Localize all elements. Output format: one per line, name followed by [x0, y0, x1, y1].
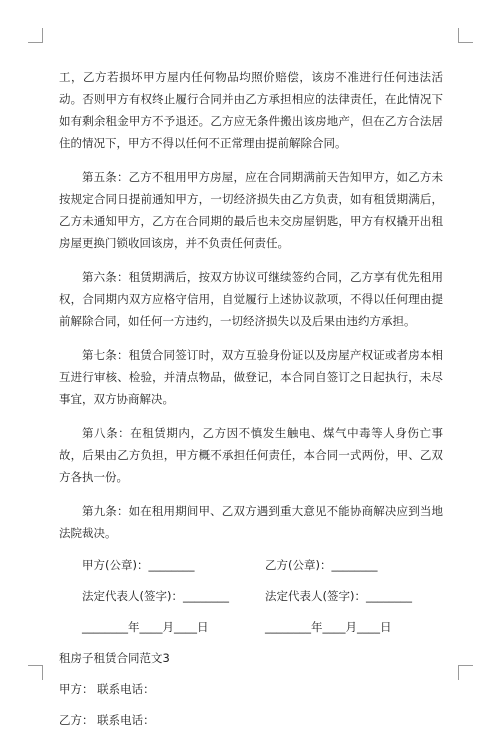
- paragraph-article-9: 第九条：如在租用期间甲、乙双方遇到重大意见不能协商解决应到当地法院裁决。: [59, 504, 443, 540]
- party-a-seal: 甲方(公章)：________: [82, 558, 195, 572]
- party-b-date: ________年____月____日: [265, 620, 392, 634]
- signature-row-date: [59, 616, 443, 638]
- paragraph-article-5: 第五条：乙方不租用甲方房屋，应在合同期满前天告知甲方，如乙方未按规定合同日提前通知甲方，一切经济损失由乙方负责，如有租赁期满后，乙方未通知甲方，乙方在合同期的最后也未交房屋钥匙，甲方有权撬开出租房屋更换门锁收回该房，并不负责任何责任。: [59, 170, 443, 250]
- party-b-contact: 乙方： 联系电话：: [59, 713, 155, 727]
- document-page: [59, 66, 443, 740]
- corner-mark-bottom-left: [28, 665, 43, 680]
- party-a-representative: 法定代表人(签字)：________: [82, 589, 229, 603]
- paragraph-article-6: 第六条：租赁期满后，按双方协议可继续签约合同，乙方享有优先租用权，合同期内双方应格守信用，自觉履行上述协议款项，不得以任何理由提前解除合同，如任何一方违约，一切经济损失以及后果由违约方承担。: [59, 270, 443, 328]
- signature-row-representative: [59, 585, 443, 607]
- paragraph-continuation: 工，乙方若损坏甲方屋内任何物品均照价赔偿，该房不准进行任何违法活动。否则甲方有权终止履行合同并由乙方承担相应的法律责任，在此情况下如有剩余租金甲方不予退还。乙方应无条件搬出该房地产，但在乙方合法居住的情况下，甲方不得以任何不正常理由提前解除合同。: [59, 70, 443, 150]
- corner-mark-bottom-right: [458, 665, 473, 680]
- party-a-date: ________年____月____日: [82, 620, 209, 634]
- party-a-contact: 甲方： 联系电话：: [59, 682, 155, 696]
- party-b-seal: 乙方(公章)：________: [265, 558, 378, 572]
- paragraph-article-8: 第八条：在租赁期内，乙方因不慎发生触电、煤气中毒等人身伤亡事故，后果由乙方负担，甲方概不承担任何责任，本合同一式两份，甲、乙双方各执一份。: [59, 426, 443, 484]
- section-title: 租房子租赁合同范文3: [59, 651, 170, 665]
- party-b-representative: 法定代表人(签字)：________: [265, 589, 412, 603]
- corner-mark-top-right: [458, 28, 473, 43]
- signature-row-seal: [59, 554, 443, 576]
- corner-mark-top-left: [28, 28, 43, 43]
- paragraph-article-7: 第七条：租赁合同签订时，双方互验身份证以及房屋产权证或者房本相互进行审核、检验，并清点物品，做登记，本合同自签订之日起执行，未尽事宜，双方协商解决。: [59, 348, 443, 406]
